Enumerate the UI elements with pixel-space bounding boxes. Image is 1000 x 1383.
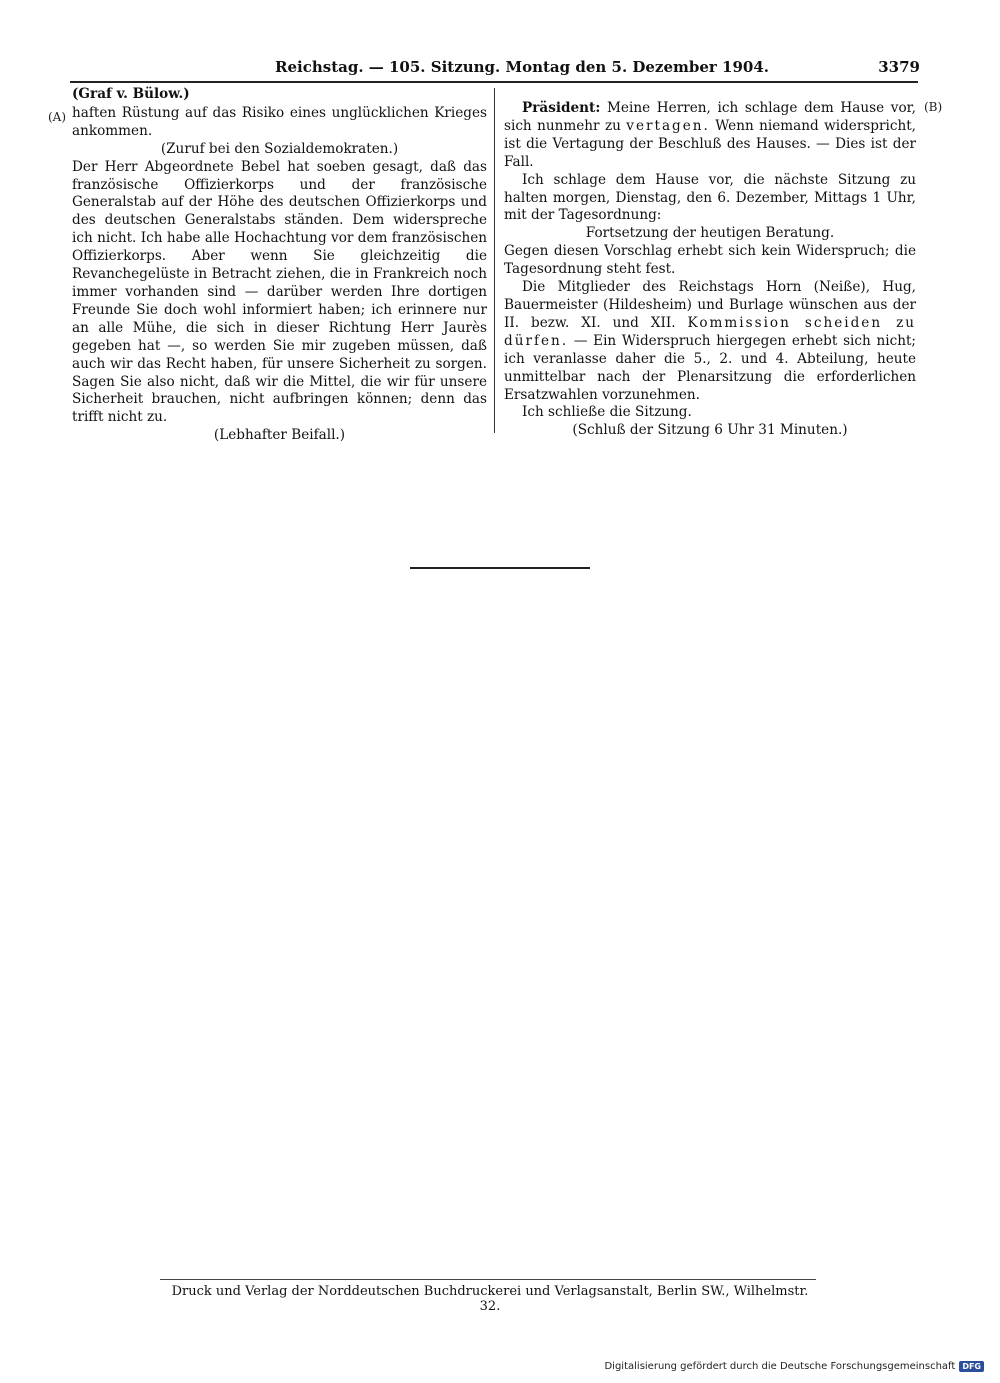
page-header — [70, 58, 920, 82]
emphasis-run: vertagen. — [626, 117, 710, 134]
text-run: Wenn niemand widerspricht, ist die Vertagung der Beschluß des Hauses. — Dies ist der Fall. — [504, 117, 917, 170]
paragraph: Der Herr Abgeordnete Bebel hat soeben gesagt, daß das französische Offizierkorps und der französische Generalstab auf der Höhe des deutschen Offizierkorps und des deutschen Generalstabs ständen. Dem widerspreche ich nicht. Ich habe alle Hochachtung vor dem französischen Offizierkorps. Aber wenn Sie gleichzeitig die Revanchegelüste in Betracht ziehen, die in Frankreich noch immer vorhanden sind — darüber werden Ihre dortigen Freunde Sie doch wohl informiert haben; ich erinnere nur an alle Mühe, die sich in dieser Richtung Herr Jaurès gegeben hat —, so werden Sie mir zugeben müssen, daß auch wir das Recht haben, für unsere Sicherheit zu sorgen. Sagen Sie also nicht, daß wir die Mittel, die wir für unsere Sicherheit brauchen, nicht aufbringen können; denn das trifft nicht zu. — [72, 158, 487, 426]
paragraph: Gegen diesen Vorschlag erhebt sich kein Widerspruch; die Tagesordnung steht fest. — [504, 243, 916, 278]
page-number: 3379 — [878, 58, 920, 76]
section-rule — [410, 567, 590, 569]
applause-note: (Lebhafter Beifall.) — [213, 427, 346, 444]
president-paragraph — [504, 100, 916, 172]
commission-paragraph — [504, 279, 916, 404]
imprint: Druck und Verlag der Norddeutschen Buchdruckerei und Verlagsanstalt, Berlin SW., Wilhelmstr. 32. — [171, 1284, 809, 1314]
interjection: (Zuruf bei den Sozialdemokraten.) — [160, 140, 399, 157]
dfg-logo-icon: DFG — [959, 1361, 984, 1372]
paragraph: Ich schließe die Sitzung. — [522, 404, 692, 421]
session-close-note: (Schluß der Sitzung 6 Uhr 31 Minuten.) — [572, 422, 848, 439]
emphasis-run: Kommission scheiden zu dürfen. — [504, 314, 916, 349]
text-run: — Ein Widerspruch hiergegen erhebt sich nicht; ich veranlasse daher die 5., 2. und 4. Abteilung, heute unmittelbar nach der Plenarsitzung die erforderlichen Ersatzwahlen vorzunehmen. — [504, 332, 916, 403]
president-label: Präsident: — [522, 100, 601, 116]
right-column — [504, 100, 916, 440]
header-rule — [70, 81, 918, 83]
column-divider — [494, 88, 495, 433]
digitization-credit — [604, 1361, 984, 1372]
speaker-label: (Graf v. Bülow.) — [72, 86, 190, 102]
paragraph: haften Rüstung auf das Risiko eines unglücklichen Krieges ankommen. — [72, 104, 487, 139]
margin-mark-a: (A) — [48, 110, 67, 124]
left-column — [72, 86, 487, 445]
text-run: Die Mitglieder des Reichstags Horn (Neiße), Hug, Bauermeister (Hildesheim) und Burlage wünschen aus der II. bezw. XI. und XII. — [504, 279, 916, 331]
running-title: Reichstag. — 105. Sitzung. Montag den 5. Dezember 1904. — [275, 58, 769, 76]
paragraph: Ich schlage dem Hause vor, die nächste Sitzung zu halten morgen, Dienstag, den 6. Dezember, Mittags 1 Uhr, mit der Tagesordnung: — [504, 171, 916, 224]
margin-mark-b: (B) — [924, 100, 943, 114]
credit-text: Digitalisierung gefördert durch die Deutsche Forschungsgemeinschaft — [604, 1361, 956, 1372]
agenda-item: Fortsetzung der heutigen Beratung. — [585, 225, 835, 242]
footer-rule — [160, 1279, 816, 1280]
text-run: Meine Herren, ich schlage dem Hause vor, sich nunmehr zu — [504, 100, 916, 134]
